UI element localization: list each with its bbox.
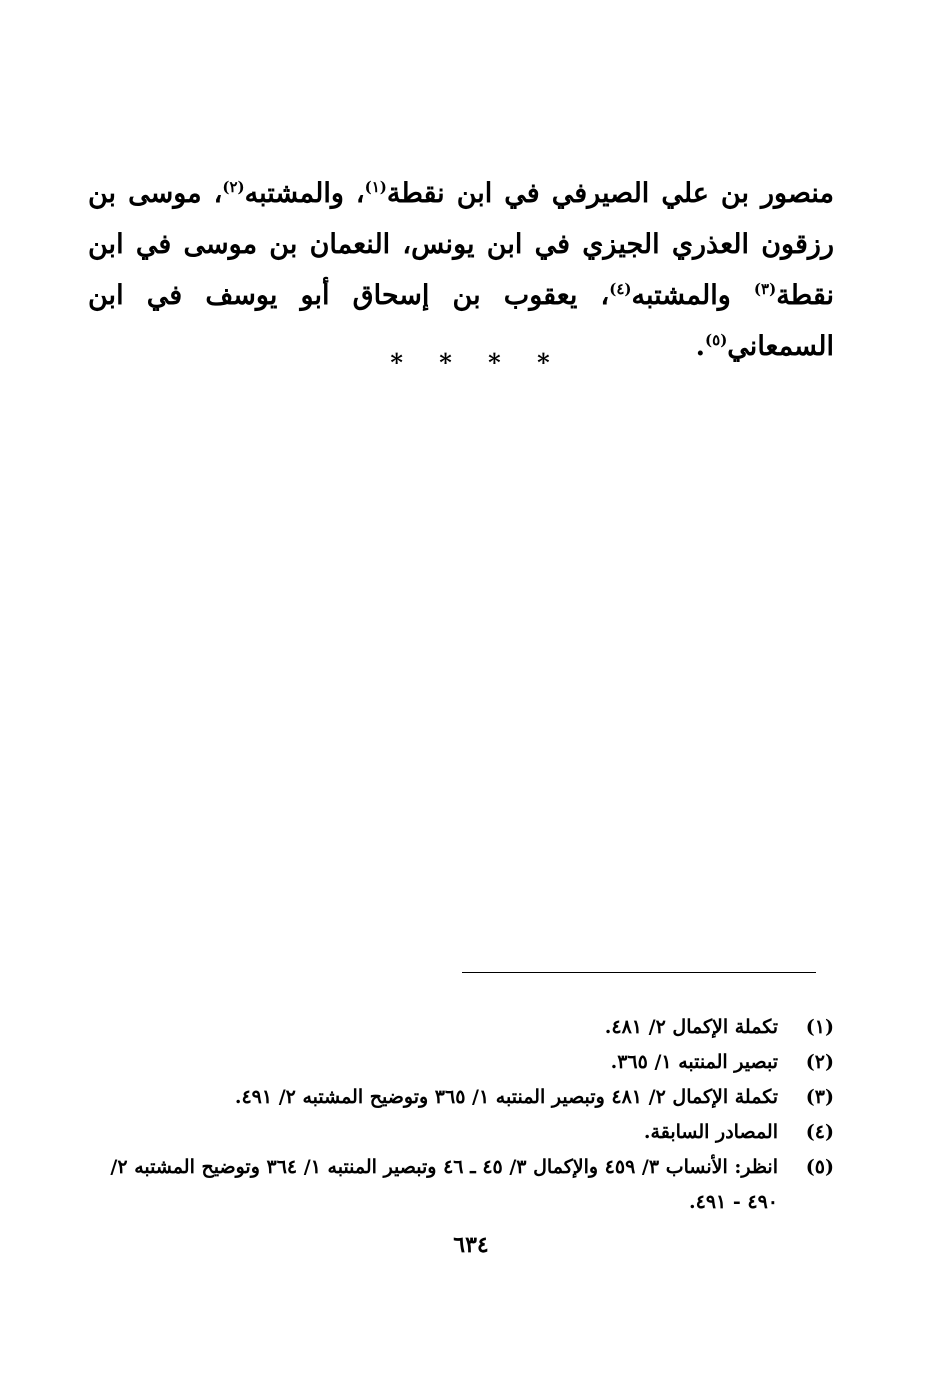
asterisk-ornament: * bbox=[537, 348, 552, 377]
text-segment: ، موسى بن رزقون العذري الجيزي في ابن يونس، النعمان بن موسى في ابن نقطة bbox=[88, 178, 834, 311]
footnote-number: (٣) bbox=[805, 1086, 834, 1108]
main-paragraph bbox=[88, 168, 834, 372]
footnote-ref-3[interactable]: (٣) bbox=[753, 280, 777, 298]
footnote-item bbox=[80, 1115, 834, 1150]
footnote-ref-5[interactable]: (٥) bbox=[705, 331, 728, 349]
asterisk-ornament: * bbox=[488, 348, 503, 377]
footnote-number: (٤) bbox=[805, 1121, 834, 1143]
footnote-item bbox=[80, 1010, 834, 1045]
footnote-text: المصادر السابقة. bbox=[643, 1121, 778, 1143]
footnote-item bbox=[80, 1080, 834, 1115]
text-segment: ، يعقوب بن إسحاق أبو يوسف في ابن السمعاني bbox=[88, 280, 834, 362]
footnote-ref-4[interactable]: (٤) bbox=[609, 280, 632, 298]
footnote-divider bbox=[462, 972, 816, 973]
footnote-item bbox=[80, 1045, 834, 1080]
footnote-text: تبصير المنتبه ١/ ٣٦٥. bbox=[610, 1051, 778, 1073]
footnote-number: (٥) bbox=[805, 1156, 834, 1178]
section-separator bbox=[0, 348, 942, 377]
footnotes-section bbox=[80, 1010, 834, 1220]
text-segment: منصور بن علي الصيرفي في ابن نقطة bbox=[386, 178, 834, 209]
footnote-item bbox=[80, 1150, 834, 1220]
footnote-text: تكملة الإكمال ٢/ ٤٨١. bbox=[604, 1016, 778, 1038]
asterisk-ornament: * bbox=[390, 348, 405, 377]
page-number: ٦٣٤ bbox=[453, 1232, 489, 1258]
text-segment: والمشتبه bbox=[631, 280, 754, 311]
footnote-text: انظر: الأنساب ٣/ ٤٥٩ والإكمال ٣/ ٤٥ ـ ٤٦ وتبصير المنتبه ١/ ٣٦٤ وتوضيح المشتبه ٢/ ٤٩٠ - ٤٩١. bbox=[110, 1156, 778, 1213]
footnote-ref-2[interactable]: (٢) bbox=[222, 178, 245, 196]
footnote-text: تكملة الإكمال ٢/ ٤٨١ وتبصير المنتبه ١/ ٣٦٥ وتوضيح المشتبه ٢/ ٤٩١. bbox=[234, 1086, 778, 1108]
text-segment: . bbox=[695, 331, 706, 362]
footnote-number: (١) bbox=[805, 1016, 834, 1038]
footnote-number: (٢) bbox=[805, 1051, 834, 1073]
text-segment: ، والمشتبه bbox=[244, 178, 365, 209]
asterisk-ornament: * bbox=[439, 348, 454, 377]
footnote-ref-1[interactable]: (١) bbox=[364, 178, 387, 196]
